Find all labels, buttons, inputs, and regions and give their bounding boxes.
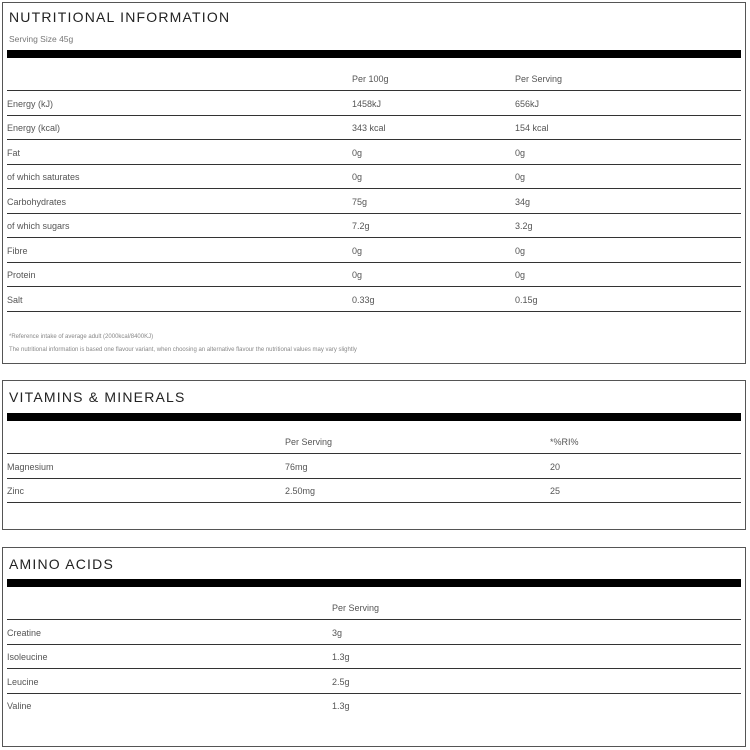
table-row	[7, 693, 741, 717]
nutrient-name: Protein	[7, 270, 36, 280]
header-per-serving: Per Serving	[285, 437, 333, 447]
per-100g-value: 0.33g	[352, 295, 375, 305]
per-100g-value: 0g	[352, 172, 363, 182]
nutrient-name: of which sugars	[7, 221, 70, 231]
table-row	[7, 644, 741, 669]
amino-acid-name: Creatine	[7, 628, 42, 638]
per-100g-value: 0g	[352, 148, 363, 158]
header-per-serving: Per Serving	[515, 74, 563, 84]
table-row	[7, 669, 741, 694]
nutrition-panel	[2, 2, 746, 364]
per-serving-value: 3.2g	[515, 221, 533, 231]
per-100g-value: 75g	[352, 197, 368, 207]
table-row	[7, 189, 741, 214]
flavour-variant-note: The nutritional information is based one flavour variant, when choosing an alternative flavour the nutritional values may vary slightly	[9, 347, 357, 353]
per-100g-value: 0g	[352, 246, 363, 256]
vitamins-title: VITAMINS & MINERALS	[9, 389, 186, 405]
nutrition-header-bar	[7, 50, 741, 58]
vitamins-panel	[2, 380, 746, 530]
table-row	[7, 262, 741, 287]
header-ri-percent: *%RI%	[550, 437, 579, 447]
ri-percent-value: 20	[550, 462, 561, 472]
amino-acid-name: Leucine	[7, 677, 39, 687]
mineral-name: Magnesium	[7, 462, 54, 472]
header-per-serving: Per Serving	[332, 603, 380, 613]
per-serving-value: 34g	[515, 197, 531, 207]
nutrient-name: Energy (kcal)	[7, 123, 61, 133]
amino-acid-name: Valine	[7, 701, 32, 711]
per-serving-value: 656kJ	[515, 99, 540, 109]
mineral-name: Zinc	[7, 486, 25, 496]
per-serving-value: 0g	[515, 246, 526, 256]
amino-acid-name: Isoleucine	[7, 652, 48, 662]
per-100g-value: 0g	[352, 270, 363, 280]
table-row	[7, 454, 741, 479]
nutrient-name: Fibre	[7, 246, 28, 256]
nutrient-name: Salt	[7, 295, 23, 305]
amino-panel	[2, 547, 746, 747]
amino-title: AMINO ACIDS	[9, 556, 114, 572]
reference-intake-note: *Reference intake of average adult (2000kcal/8400KJ)	[9, 334, 154, 340]
per-serving-value: 76mg	[285, 462, 308, 472]
per-serving-value: 0.15g	[515, 295, 538, 305]
per-serving-value: 3g	[332, 628, 343, 638]
per-serving-value: 154 kcal	[515, 123, 549, 133]
table-row	[7, 164, 741, 189]
table-row	[7, 478, 741, 503]
per-serving-value: 0g	[515, 270, 526, 280]
table-row	[7, 140, 741, 165]
nutrition-title: NUTRITIONAL INFORMATION	[9, 9, 231, 25]
table-row	[7, 115, 741, 140]
nutrient-name: Carbohydrates	[7, 197, 67, 207]
per-serving-value: 2.50mg	[285, 486, 316, 496]
per-serving-value: 0g	[515, 148, 526, 158]
table-row	[7, 620, 741, 645]
nutrient-name: Fat	[7, 148, 21, 158]
table-row	[7, 287, 741, 312]
amino-header-bar	[7, 579, 741, 587]
nutrition-header-row	[7, 66, 741, 91]
serving-size: Serving Size 45g	[9, 34, 74, 44]
nutrient-name: Energy (kJ)	[7, 99, 54, 109]
per-serving-value: 0g	[515, 172, 526, 182]
ri-percent-value: 25	[550, 486, 561, 496]
header-per-100g: Per 100g	[352, 74, 389, 84]
per-100g-value: 1458kJ	[352, 99, 382, 109]
per-100g-value: 343 kcal	[352, 123, 386, 133]
vitamins-header-bar	[7, 413, 741, 421]
vitamins-header-row	[7, 429, 741, 454]
table-row	[7, 91, 741, 116]
per-serving-value: 2.5g	[332, 677, 350, 687]
table-row	[7, 213, 741, 238]
table-row	[7, 238, 741, 263]
per-100g-value: 7.2g	[352, 221, 370, 231]
nutrient-name: of which saturates	[7, 172, 80, 182]
per-serving-value: 1.3g	[332, 701, 350, 711]
per-serving-value: 1.3g	[332, 652, 350, 662]
amino-header-row	[7, 595, 741, 620]
